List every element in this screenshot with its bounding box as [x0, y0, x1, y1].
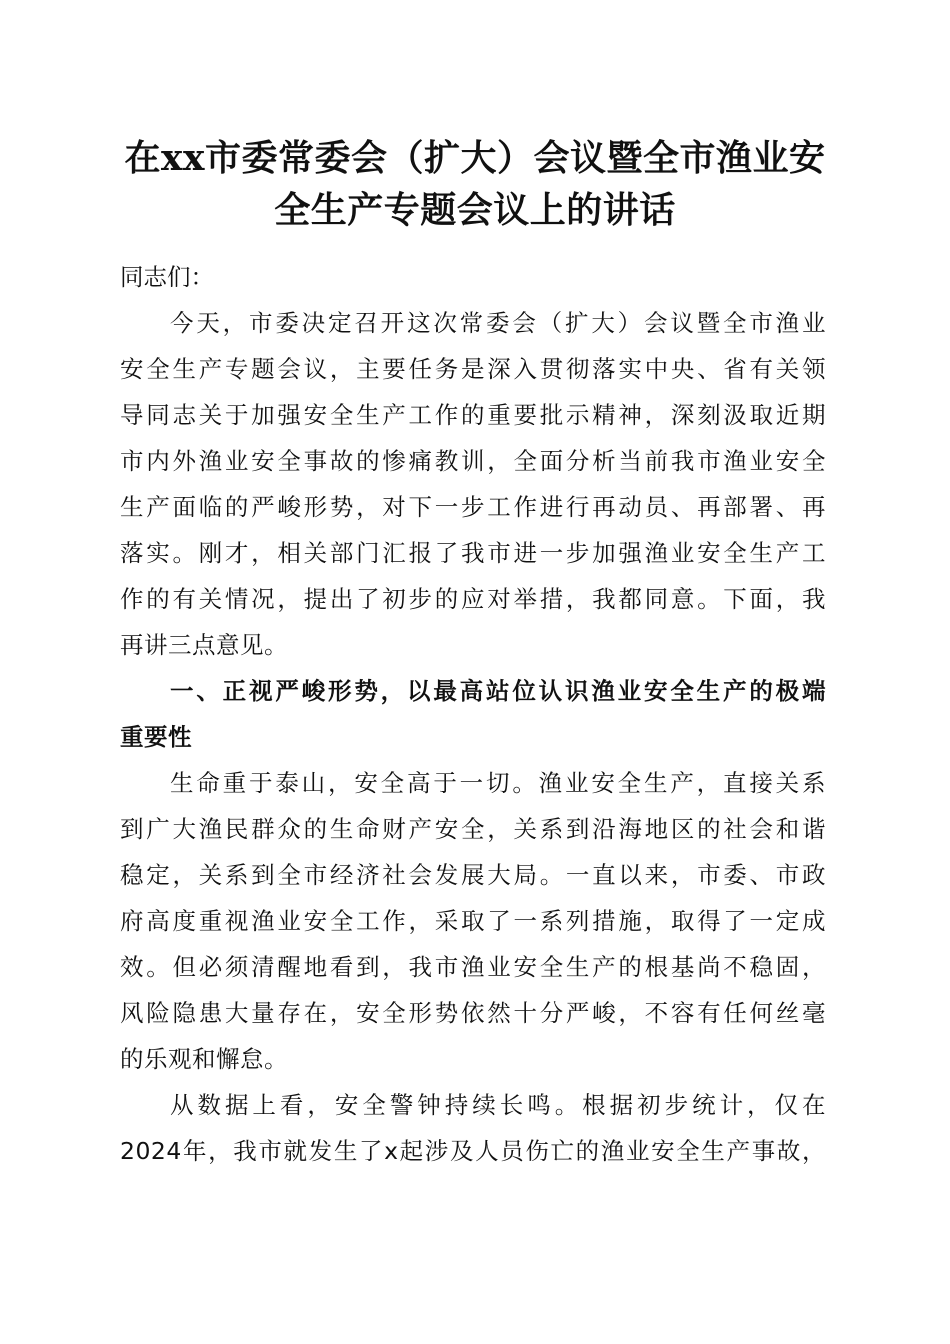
text-line: 的乐观和懈怠。: [120, 1045, 288, 1073]
heading-line: 重要性: [120, 723, 192, 751]
section-heading-1: [120, 668, 826, 760]
text-line: 2024年，我市就发生了x起涉及人员伤亡的渔业安全生产事故，: [120, 1137, 826, 1165]
paragraph-importance: [120, 760, 826, 1082]
text-line: 效。但必须清醒地看到，我市渔业安全生产的根基尚不稳固，: [120, 953, 826, 981]
paragraph-intro: [120, 300, 826, 668]
text-line: 落实。刚才，相关部门汇报了我市进一步加强渔业安全生产工: [120, 539, 826, 567]
text-line: 生产面临的严峻形势，对下一步工作进行再动员、再部署、再: [120, 493, 826, 521]
text-line: 从数据上看，安全警钟持续长鸣。根据初步统计，仅在: [170, 1091, 826, 1119]
text-line: 安全生产专题会议，主要任务是深入贯彻落实中央、省有关领: [120, 355, 826, 383]
text-line: 到广大渔民群众的生命财产安全，关系到沿海地区的社会和谐: [120, 815, 826, 843]
text-line: 市内外渔业安全事故的惨痛教训，全面分析当前我市渔业安全: [120, 447, 826, 475]
title-line-2: 全生产专题会议上的讲话: [274, 189, 676, 231]
text-line: 生命重于泰山，安全高于一切。渔业安全生产，直接关系: [170, 769, 826, 797]
text-line: 风险隐患大量存在，安全形势依然十分严峻，不容有任何丝毫: [120, 999, 826, 1027]
heading-line: 一、正视严峻形势，以最高站位认识渔业安全生产的极端: [170, 677, 826, 705]
text-line: 今天，市委决定召开这次常委会（扩大）会议暨全市渔业: [170, 309, 826, 337]
title-line-1: 在xx市委常委会（扩大）会议暨全市渔业安: [124, 137, 826, 179]
text-line: 导同志关于加强安全生产工作的重要批示精神，深刻汲取近期: [120, 401, 826, 429]
document-title: [100, 132, 850, 236]
salutation: 同志们：: [120, 263, 214, 291]
text-line: 作的有关情况，提出了初步的应对举措，我都同意。下面，我: [120, 585, 826, 613]
text-line: 再讲三点意见。: [120, 631, 288, 659]
paragraph-statistics: [120, 1082, 826, 1174]
text-line: 府高度重视渔业安全工作，采取了一系列措施，取得了一定成: [120, 907, 826, 935]
document-body: [120, 254, 826, 1174]
text-line: 稳定，关系到全市经济社会发展大局。一直以来，市委、市政: [120, 861, 826, 889]
